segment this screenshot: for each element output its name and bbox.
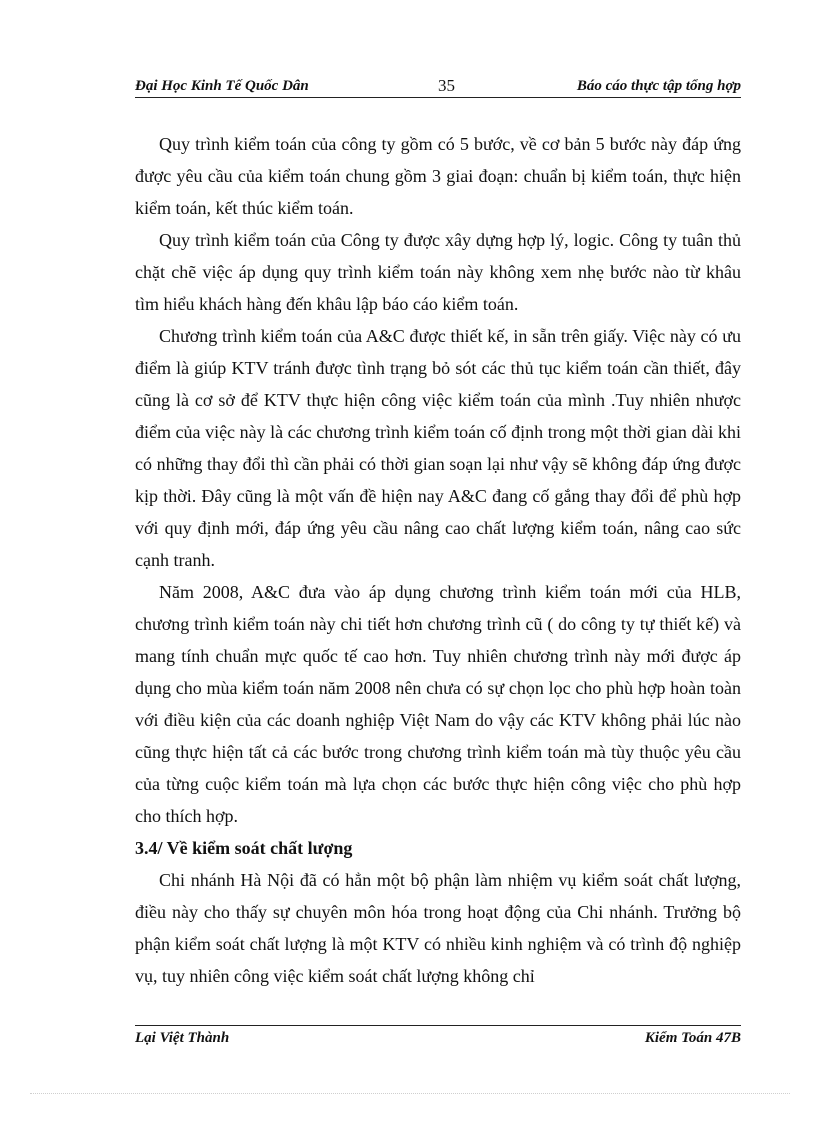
footer-author: Lại Việt Thành <box>135 1030 230 1046</box>
page-body <box>135 128 741 992</box>
paragraph-audit-process: Quy trình kiểm toán của công ty gồm có 5 bước, về cơ bản 5 bước này đáp ứng được yêu cầu của kiểm toán chung gồm 3 giai đoạn: chuẩn bị kiểm toán, thực hiện kiểm toán, kết thúc kiểm toán. <box>135 134 741 218</box>
section-heading-quality-control: 3.4/ Về kiểm soát chất lượng <box>135 838 353 858</box>
page-header <box>135 76 741 98</box>
header-divider <box>135 97 741 98</box>
header-report-title: Báo cáo thực tập tổng hợp <box>576 78 741 94</box>
page-bottom-edge <box>30 1093 790 1094</box>
paragraph-process-logic: Quy trình kiểm toán của Công ty được xây dựng hợp lý, logic. Công ty tuân thủ chặt chẽ việc áp dụng quy trình kiểm toán này không xem nhẹ bước nào từ khâu tìm hiểu khách hàng đến khâu lập báo cáo kiểm toán. <box>135 230 741 314</box>
page-footer <box>135 1030 741 1052</box>
paragraph-audit-program: Chương trình kiểm toán của A&C được thiết kế, in sẵn trên giấy. Việc này có ưu điểm là giúp KTV tránh được tình trạng bỏ sót các thủ tục kiểm toán cần thiết, đây cũng là cơ sở để KTV thực hiện công việc kiểm toán của mình .Tuy nhiên nhược điểm của việc này là các chương trình kiểm toán cố định trong một thời gian dài khi có những thay đổi thì cần phải có thời gian soạn lại như vậy sẽ không đáp ứng được kịp thời. Đây cũng là một vấn đề hiện nay A&C đang cố gắng thay đổi để phù hợp với quy định mới, đáp ứng yêu cầu nâng cao chất lượng kiểm toán, nâng cao sức cạnh tranh. <box>135 326 741 570</box>
paragraph-quality-control: Chi nhánh Hà Nội đã có hẳn một bộ phận làm nhiệm vụ kiểm soát chất lượng, điều này cho thấy sự chuyên môn hóa trong hoạt động của Chi nhánh. Trưởng bộ phận kiểm soát chất lượng là một KTV có nhiều kinh nghiệm và có trình độ nghiệp vụ, tuy nhiên công việc kiểm soát chất lượng không chỉ <box>135 870 741 986</box>
footer-divider <box>135 1025 741 1026</box>
page-number: 35 <box>438 76 455 95</box>
footer-class: Kiểm Toán 47B <box>644 1030 741 1046</box>
paragraph-hlb-program: Năm 2008, A&C đưa vào áp dụng chương trình kiểm toán mới của HLB, chương trình kiểm toán này chi tiết hơn chương trình cũ ( do công ty tự thiết kế) và mang tính chuẩn mực quốc tế cao hơn. Tuy nhiên chương trình này mới được áp dụng cho mùa kiểm toán năm 2008 nên chưa có sự chọn lọc cho phù hợp hoàn toàn với điều kiện của các doanh nghiệp Việt Nam do vậy các KTV không phải lúc nào cũng thực hiện tất cả các bước trong chương trình kiểm toán mà tùy thuộc yêu cầu của từng cuộc kiểm toán mà lựa chọn các bước thực hiện công việc cho phù hợp cho thích hợp. <box>135 582 741 826</box>
header-university: Đại Học Kinh Tế Quốc Dân <box>135 78 309 94</box>
